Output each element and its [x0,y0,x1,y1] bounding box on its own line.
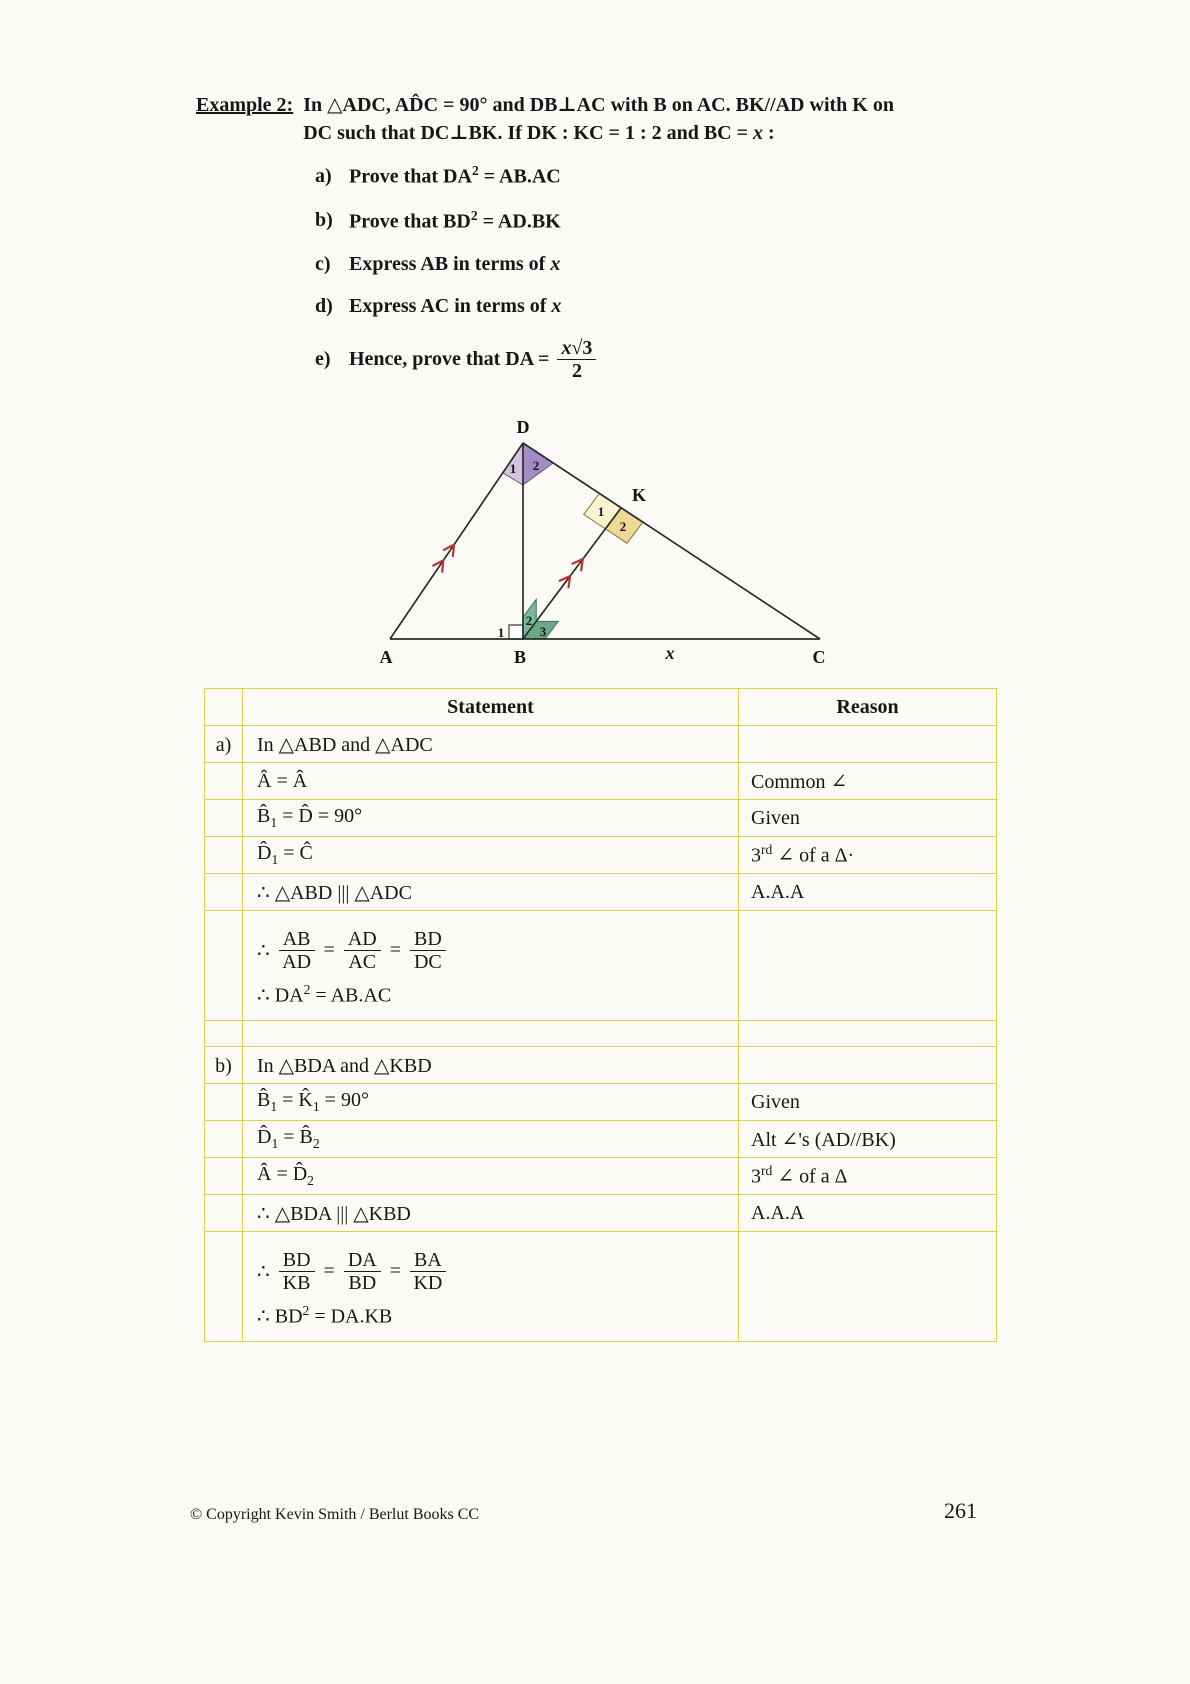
item-text: Hence, prove that DA = [349,347,550,370]
item-text: Express AB in terms of x [349,252,561,275]
question-item-c [315,253,1046,276]
statement-cell [243,1232,739,1342]
header-reason: Reason [739,689,997,726]
empty-label-cell [205,800,243,837]
side-dc [523,443,820,639]
reason-cell: 3rd ∠ of a Δ· [739,837,997,874]
fraction-numerator: x√3 [557,337,596,360]
example-heading [196,92,1046,147]
item-text: Prove that $DA^2 = AB.AC$ [349,163,561,188]
fraction [557,337,596,382]
empty-label-cell [205,911,243,1021]
reason-cell: Given [739,800,997,837]
conclusion: ∴ $BD^2 = DA.KB$ [257,1302,393,1328]
header-empty-cell [205,689,243,726]
fraction: $\frac{AB}{AD}$ [279,928,315,973]
proof-row [205,874,997,911]
empty-label-cell [205,837,243,874]
reason-cell [739,1047,997,1084]
item-letter: d) [315,294,333,317]
statement-cell: $D̂_1$ = $B̂_2$ [243,1121,739,1158]
angle-label-d1: 1 [509,461,517,476]
item-text: Prove that $BD^2 = AD.BK$ [349,207,561,233]
empty-reason-cell [739,1021,997,1047]
angle-label-b1: 1 [497,625,505,640]
proof-row [205,763,997,800]
side-ad [390,443,523,639]
statement-cell: Â = $D̂_2$ [243,1158,739,1195]
statement-cell: ∴ △ABD ||| △ADC [243,874,739,911]
proof-row-a-intro [205,726,997,763]
empty-label-cell [205,1084,243,1121]
parallel-arrow-ad-2 [444,545,454,556]
statement-cell: $B̂_1$ = D̂ = 90° [243,800,739,837]
spacer-row [205,1021,997,1047]
proof-row-ratio-b [205,1232,997,1342]
proof-row [205,1121,997,1158]
statement-cell: $D̂_1$ = Ĉ [243,837,739,874]
vertex-label-c: C [812,647,826,667]
question-item-a [315,163,1046,189]
proof-row-b-intro [205,1047,997,1084]
proof-row [205,837,997,874]
equals-sign: = [323,1259,335,1282]
parallel-arrow-ad-1 [433,560,443,571]
intro-line-1: In △ADC, AD̂C = 90° and DB⊥AC with B on AC. BK//AD with K on [303,94,894,116]
proof-row [205,1158,997,1195]
proof-row-ratio-a [205,911,997,1021]
empty-label-cell [205,874,243,911]
example-section [196,92,1046,401]
empty-label-cell [205,1121,243,1158]
fraction-denominator: 2 [571,359,582,382]
vertex-label-a: A [379,647,393,667]
page-number: 261 [944,1498,977,1523]
reason-cell [739,911,997,1021]
item-letter: c) [315,252,331,275]
reason-cell: Given [739,1084,997,1121]
angle-label-k1: 1 [597,504,605,519]
statement-cell: In △ABD and △ADC [243,726,739,763]
empty-label-cell [205,1158,243,1195]
intro-line-2: DC such that DC⊥BK. If DK : KC = 1 : 2 and BC = x : [303,121,775,144]
statement-cell: ∴ △BDA ||| △KBD [243,1195,739,1232]
item-letter: e) [315,347,331,370]
fraction: $\frac{DA}{BD}$ [344,1249,381,1294]
item-letter: b) [315,209,333,232]
reason-cell [739,1232,997,1342]
segment-bk [523,508,621,639]
empty-statement-cell [243,1021,739,1047]
angle-label-k2: 2 [619,519,627,534]
angle-label-d2: 2 [532,458,540,473]
empty-label-cell [205,1232,243,1342]
reason-cell: A.A.A [739,874,997,911]
item-text: Express AC in terms of x [349,294,562,317]
equals-sign: = [389,1259,401,1282]
section-a-label: a) [205,726,243,763]
statement-cell: $B̂_1$ = $K̂_1 = 90^\circ$ [243,1084,739,1121]
statement-cell: Â = Â [243,763,739,800]
question-item-b [315,208,1046,234]
therefore-symbol: ∴ [257,1260,270,1283]
question-item-e [315,337,1046,382]
vertex-label-b: B [513,647,527,667]
angle-label-b3: 3 [539,624,547,639]
proof-table [204,688,997,1342]
fraction: $\frac{AD}{AC}$ [344,928,381,973]
item-letter: a) [315,164,332,187]
fraction: $\frac{BD}{DC}$ [410,928,446,973]
angle-label-b2: 2 [525,613,533,628]
triangle-figure [330,416,870,680]
reason-cell: Alt ∠'s (AD//BK) [739,1121,997,1158]
empty-label-cell [205,1195,243,1232]
fraction: $\frac{BD}{KB}$ [279,1249,315,1294]
conclusion: ∴ $DA^2 = AB.AC$ [257,981,392,1007]
statement-cell [243,911,739,1021]
segment-label-x: x [665,643,675,663]
proof-row [205,800,997,837]
question-item-d [315,295,1046,318]
reason-cell: Common ∠ [739,763,997,800]
equals-sign: = [389,938,401,961]
ratio-equation [257,1249,728,1294]
header-statement: Statement [243,689,739,726]
proof-row [205,1195,997,1232]
proof-row [205,1084,997,1121]
copyright-notice: © Copyright Kevin Smith / Berlut Books CC [190,1506,480,1523]
vertex-label-d: D [516,417,530,437]
ratio-equation [257,928,728,973]
empty-label-cell [205,1021,243,1047]
right-angle-mark-b1 [509,625,523,639]
statement-cell: In △BDA and △KBD [243,1047,739,1084]
reason-cell: A.A.A [739,1195,997,1232]
example-intro [303,92,1046,147]
geometry-diagram [330,416,870,680]
equals-sign: = [323,938,335,961]
vertex-label-k: K [632,485,647,505]
section-b-label: b) [205,1047,243,1084]
fraction: $\frac{BA}{KD}$ [410,1249,446,1294]
therefore-symbol: ∴ [257,939,270,962]
reason-cell: 3rd ∠ of a Δ [739,1158,997,1195]
example-label: Example 2: [196,94,294,116]
empty-label-cell [205,763,243,800]
reason-cell [739,726,997,763]
question-list [315,163,1046,381]
table-header-row [205,689,997,726]
